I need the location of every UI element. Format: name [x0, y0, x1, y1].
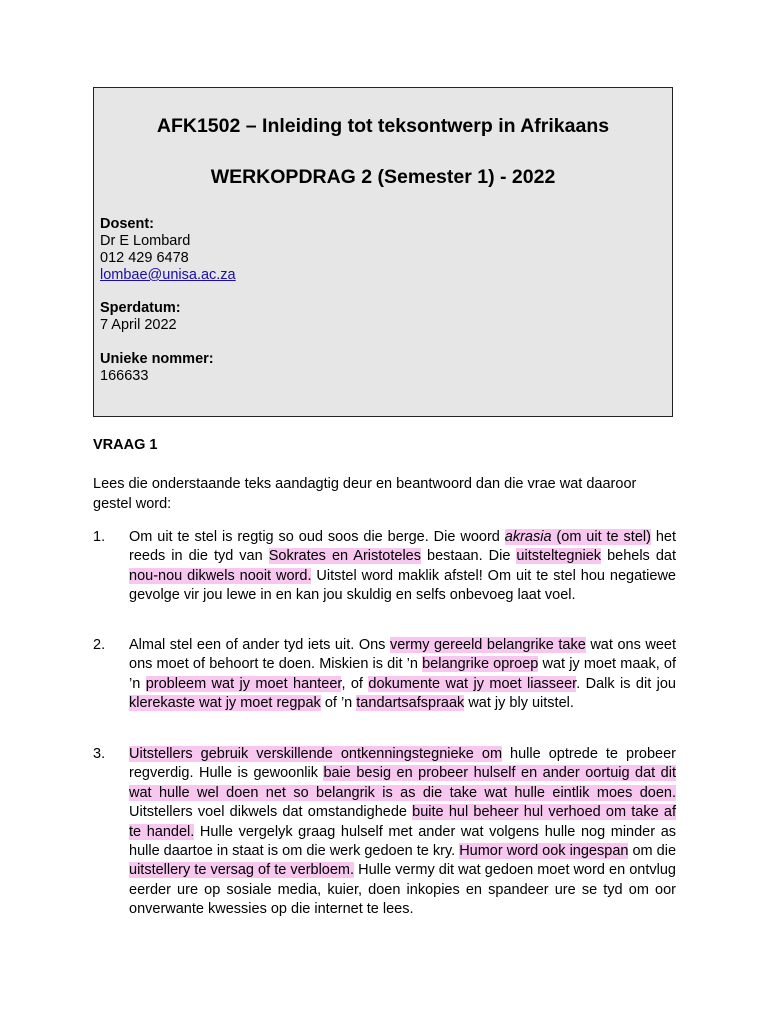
text-segment: om die [628, 843, 677, 860]
highlighted-text: Sokrates en Aristoteles [268, 548, 421, 565]
highlighted-text: Uitstellers gebruik verskillende ontkenningstegnieke om [129, 746, 503, 762]
text-segment: bestaan. Die [420, 548, 517, 565]
unique-number-label: Unieke nommer: [100, 351, 214, 367]
text-segment: Hulle vergelyk graag hulself met ander wat volgens hulle nog minder as hulle daartoe in staat is om die werk gedoen te kry. [129, 823, 677, 860]
paragraph-number: 1. [93, 529, 106, 545]
paragraph-text [129, 528, 676, 606]
highlighted-text: klerekaste wat jy moet regpak [129, 695, 321, 712]
paragraph-text [129, 636, 676, 714]
paragraph-2 [93, 636, 676, 714]
highlighted-text: probleem wat jy moet hanteer [145, 675, 342, 692]
text-segment: wat ons weet ons moet of behoort te doen. Miskien is dit ’n [129, 637, 676, 673]
text-segment: het reeds in die tyd van [129, 529, 677, 565]
text-segment: of ’n [320, 695, 357, 712]
text-segment: Uitstel word maklik afstel! Om uit te stel hou negatiewe gevolge vir jou lewe in en kan jou skuldig en selfs onbevoeg laat voel. [129, 567, 676, 604]
highlighted-text: nou-nou dikwels nooit word. [129, 567, 312, 584]
highlighted-text: uitsteltegniek [516, 548, 602, 565]
text-segment: hulle optrede te probeer regverdig. Hulle is gewoonlik [129, 746, 676, 782]
text-segment: (om uit te stel) [551, 529, 651, 545]
text-segment: , of [341, 675, 369, 692]
paragraph-number: 2. [93, 637, 106, 653]
text-segment: Uitstellers voel dikwels dat omstandighede [129, 804, 413, 821]
due-date-block [100, 300, 181, 334]
highlighted-text [505, 529, 651, 545]
due-date-label: Sperdatum: [100, 300, 181, 316]
assignment-title: WERKOPDRAG 2 (Semester 1) - 2022 [210, 166, 556, 188]
paragraph-text [129, 745, 676, 920]
highlighted-text: Humor word ook ingespan [459, 843, 629, 860]
highlighted-text: buite hul beheer hul verhoed om take af te handel. [129, 804, 676, 840]
highlighted-text: tandartsafspraak [356, 695, 465, 712]
lecturer-block [100, 216, 236, 284]
highlighted-text: belangrike oproep [422, 656, 539, 673]
due-date-value: 7 April 2022 [100, 317, 177, 333]
header-box [93, 87, 673, 417]
unique-number-value: 166633 [100, 368, 149, 384]
unique-number-block [100, 351, 214, 385]
highlighted-text: uitstellery te versag of te verbloem. [129, 862, 355, 879]
lecturer-label: Dosent: [100, 216, 154, 232]
course-title: AFK1502 – Inleiding tot teksontwerp in Afrikaans [156, 115, 610, 137]
highlighted-text: dokumente wat jy moet liasseer [368, 675, 577, 692]
text-segment: wat jy moet maak, of ’n [129, 656, 676, 692]
italic-term: akrasia [504, 529, 552, 545]
question-heading: VRAAG 1 [93, 437, 158, 453]
text-segment: Om uit te stel is regtig so oud soos die berge. Die woord [129, 529, 505, 545]
highlighted-text: baie besig en probeer hulself en ander oortuig dat dit wat hulle wel doen net so belangrik is as die take wat hulle eintlik moes doen. [129, 765, 676, 801]
text-segment: Hulle vermy dit wat gedoen moet word en ontvlug eerder ure op sosiale media, kuier, doen inkopies en spandeer ure se tyd om oor onverwante kwessies op die internet te lees. [129, 862, 676, 918]
lecturer-phone: 012 429 6478 [100, 250, 189, 266]
paragraph-3 [93, 745, 676, 920]
text-segment: . Dalk is dit jou [576, 675, 676, 692]
question-intro: Lees die onderstaande teks aandagtig deur en beantwoord dan die vrae wat daaroor gestel word: [93, 476, 637, 512]
text-segment: Almal stel een of ander tyd iets uit. Ons [129, 637, 390, 653]
paragraph-1 [93, 528, 676, 606]
highlighted-text: vermy gereeld belangrike take [389, 637, 586, 653]
lecturer-name: Dr E Lombard [100, 233, 191, 249]
paragraph-number: 3. [93, 746, 106, 762]
text-segment: wat jy bly uitstel. [464, 695, 574, 712]
lecturer-email-link[interactable]: lombae@unisa.ac.za [100, 267, 236, 283]
text-segment: behels dat [601, 548, 676, 565]
